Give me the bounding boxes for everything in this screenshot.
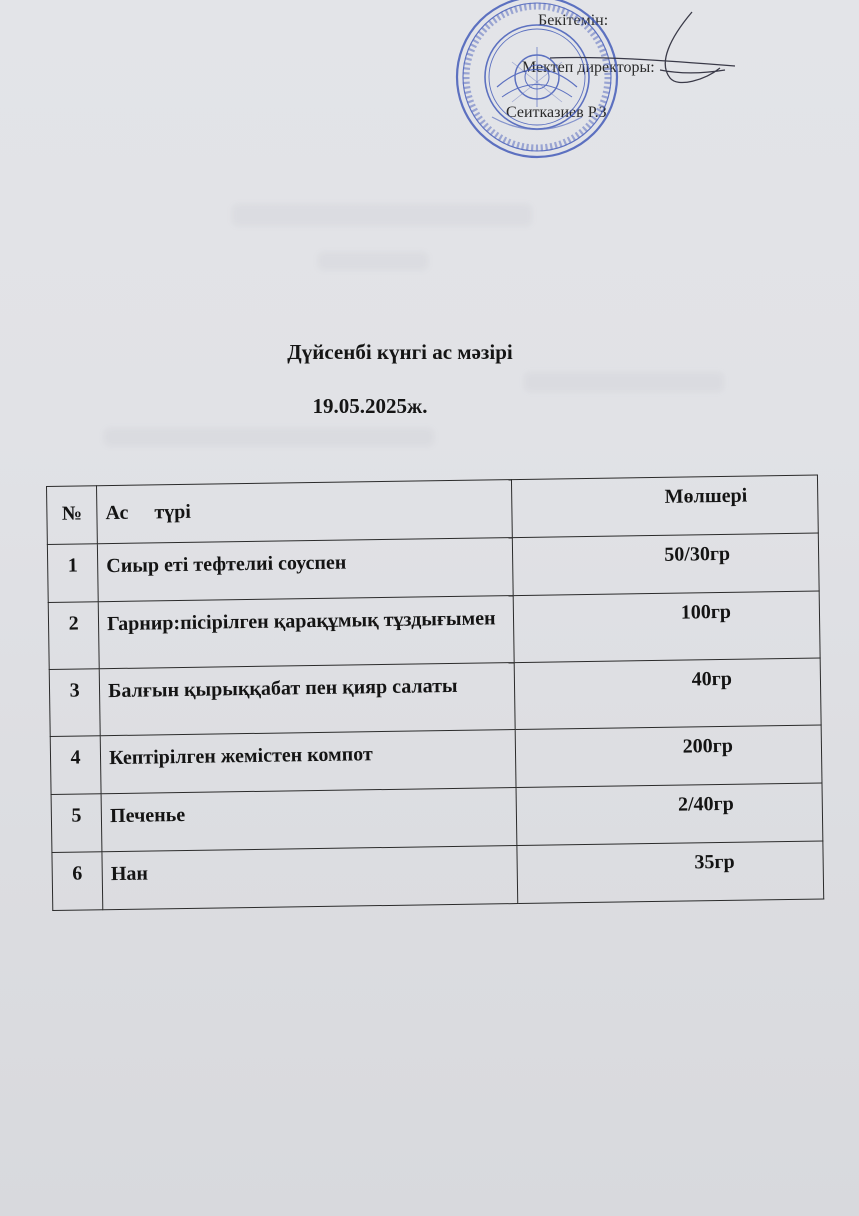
director-position-label: Мектеп директоры: — [522, 59, 655, 76]
row-dish: Гарнир:пісірілген қарақұмық тұздығымен — [98, 596, 514, 669]
menu-date: 19.05.2025ж. — [312, 394, 428, 418]
header-dish — [97, 480, 513, 544]
menu-table — [46, 475, 824, 911]
header-num: № — [47, 486, 98, 545]
row-dish: Кептірілген жемістен компот — [100, 730, 516, 794]
row-quantity: 100гр — [513, 591, 820, 663]
row-quantity: 2/40гр — [516, 783, 823, 846]
menu-title: Дүйсенбі күнгі ас мәзірі — [287, 340, 513, 364]
row-dish: Балғын қырыққабат пен қияр салаты — [99, 663, 515, 736]
director-name: Сеитказиев Р.З — [506, 104, 607, 121]
approved-label: Бекітемін: — [538, 12, 609, 29]
bleed-through-mark — [232, 204, 532, 226]
row-quantity: 200гр — [515, 725, 822, 788]
row-num: 2 — [48, 602, 99, 670]
row-quantity: 50/30гр — [513, 533, 820, 596]
bleed-through-mark — [104, 428, 434, 446]
row-num: 4 — [50, 736, 101, 795]
row-num: 3 — [49, 669, 100, 737]
row-num: 6 — [52, 852, 103, 911]
bleed-through-mark — [318, 252, 428, 270]
row-dish: Нан — [102, 846, 518, 910]
table-row — [52, 841, 824, 910]
row-num: 1 — [47, 544, 98, 603]
row-quantity: 35гр — [517, 841, 824, 904]
header-dish-word2: түрі — [154, 500, 192, 524]
header-dish-word1: Ас — [105, 501, 129, 525]
director-signature — [520, 8, 750, 118]
row-quantity: 40гр — [514, 658, 821, 730]
header-quantity: Мөлшері — [512, 475, 819, 538]
bleed-through-mark — [524, 372, 724, 392]
table-row — [49, 658, 821, 736]
row-dish: Печенье — [101, 788, 517, 852]
row-num: 5 — [51, 794, 102, 853]
row-dish: Сиыр еті тефтелиі соуспен — [98, 538, 514, 602]
table-row — [48, 591, 820, 669]
